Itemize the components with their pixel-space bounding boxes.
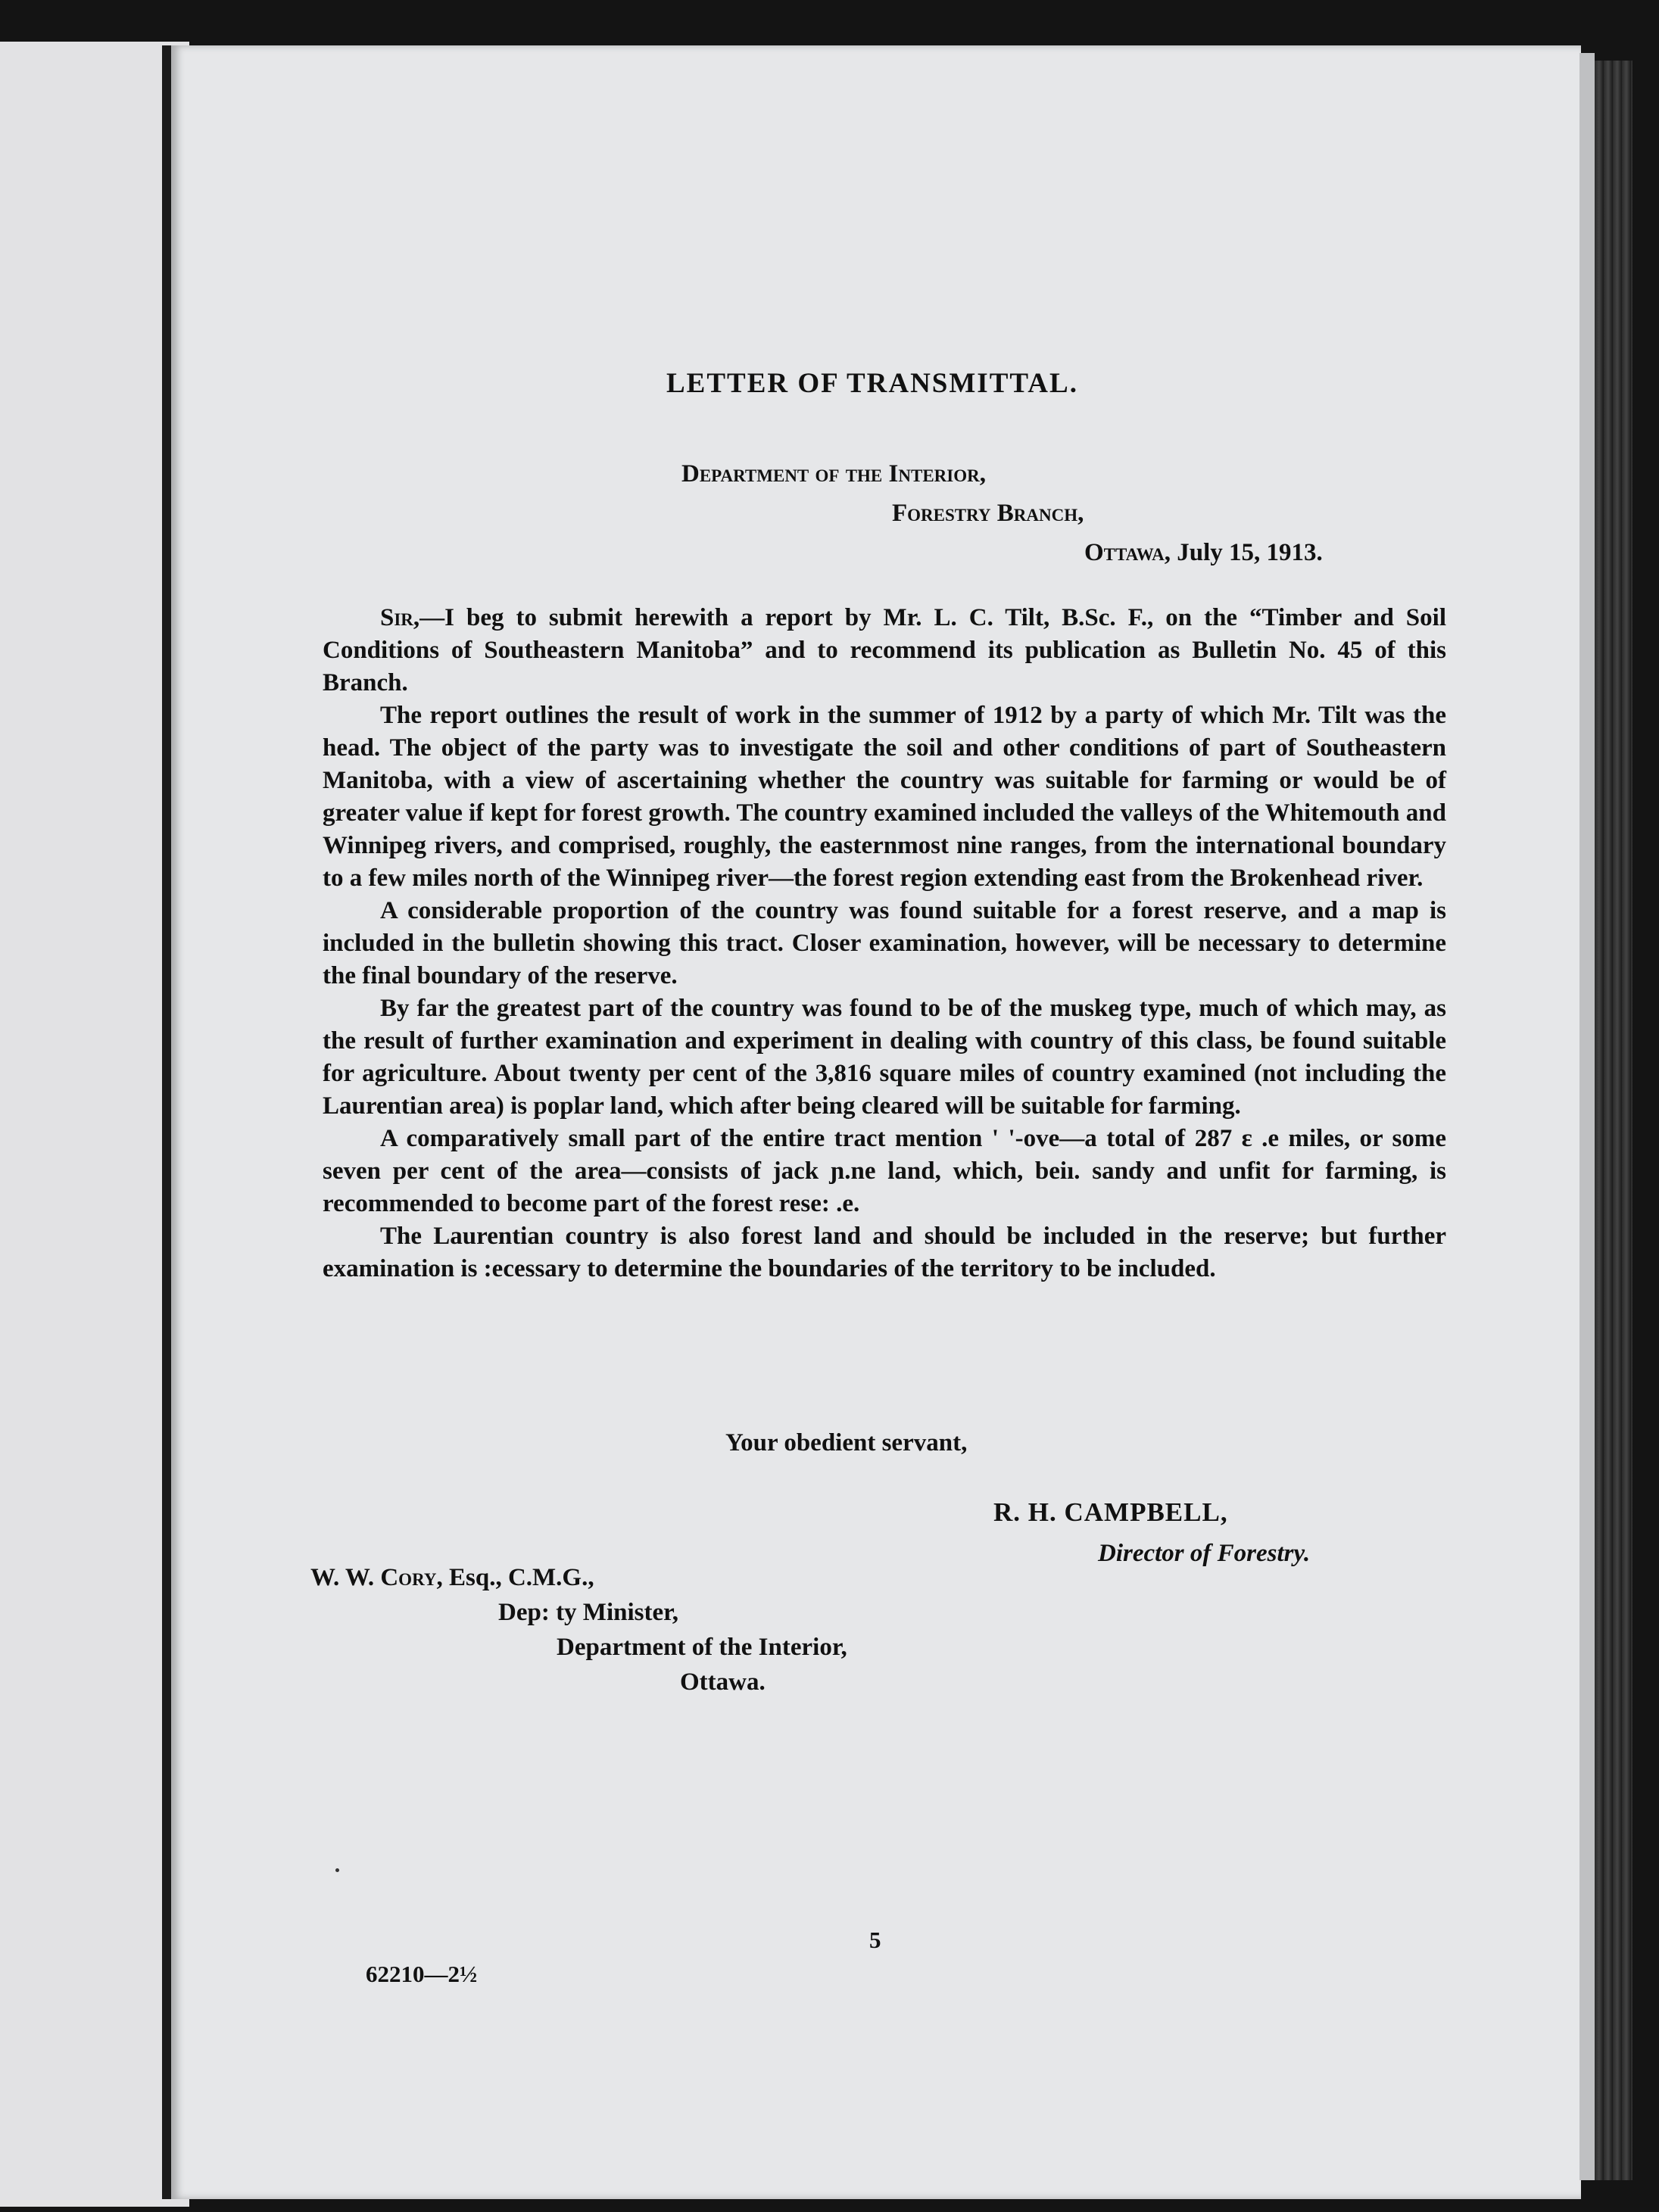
- page-edge-right: [1579, 53, 1595, 2180]
- body-paragraph-3: A considerable proportion of the country was found suitable for a forest reserve, and a map is included in the bulletin showing this tract. Closer examination, however, will be necessary to determine the final boundary of the reserve.: [323, 897, 1446, 989]
- address-date-line: [1084, 539, 1323, 567]
- address-place: Ottawa,: [1084, 539, 1171, 566]
- salutation: Sir,: [380, 604, 420, 631]
- book-edge-pages: [1595, 61, 1632, 2180]
- closing-line: Your obedient servant,: [725, 1429, 968, 1456]
- body-paragraph-1-text: —I beg to submit herewith a report by Mr. L. C. Tilt, B.Sc. F., on the “Timber and Soil Conditions of Southeastern Manitoba” and to recommend its publication as Bulletin No. 45 of this Branch.: [323, 604, 1446, 696]
- facing-page-edge: [0, 42, 189, 2207]
- body-paragraph-6: The Laurentian country is also forest land and should be included in the reserve; but further examination is :ecessary to determine the boundaries of the territory to be included.: [323, 1223, 1446, 1282]
- body-paragraph-5: A comparatively small part of the entire tract mention ' '-ove—a total of 287 ɛ .e miles, or some seven per cent of the area—consists of jack ɲ.ne land, which, beiı. sandy and unfit for farming, is recommended to become part of the forest rese: .e.: [323, 1125, 1446, 1217]
- signature-name: R. H. CAMPBELL,: [993, 1497, 1228, 1527]
- recipient-line-1: [310, 1564, 594, 1592]
- recipient-line-4: Ottawa.: [680, 1668, 766, 1696]
- letter-date: July 15, 1913.: [1177, 539, 1323, 566]
- signature-title: Director of Forestry.: [1098, 1540, 1311, 1567]
- recipient-name: W. W. Cory,: [310, 1564, 443, 1591]
- body-paragraph-2: The report outlines the result of work in the summer of 1912 by a party of which Mr. Tilt was the head. The object of the party was to investigate the soil and other conditions of part of Southeastern Manitoba, with a view of ascertaining whether the country was suitable for farming or would be of greater value if kept for forest growth. The country examined included the valleys of the Whitemouth and Winnipeg rivers, and comprised, roughly, the easternmost nine ranges, from the international boundary to a few miles north of the Winnipeg river—the forest region extending east from the Brokenhead river.: [323, 702, 1446, 892]
- body-paragraph-1: [323, 602, 1446, 699]
- scan-speck: [335, 1868, 339, 1872]
- letter-body: [323, 602, 1446, 1285]
- recipient-honorific: Esq., C.M.G.,: [448, 1564, 594, 1591]
- recipient-line-3: Department of the Interior,: [557, 1634, 847, 1661]
- recipient-line-2: Dep: ty Minister,: [498, 1599, 678, 1626]
- page-number: 5: [869, 1927, 881, 1953]
- address-branch: Forestry Branch,: [892, 500, 1084, 527]
- letter-title: LETTER OF TRANSMITTAL.: [666, 368, 1078, 399]
- print-signature-code: 62210—2½: [366, 1961, 478, 1987]
- address-department: Department of the Interior,: [681, 460, 986, 488]
- body-paragraph-4: By far the greatest part of the country was found to be of the muskeg type, much of which may, as the result of further examination and experiment in dealing with country of this class, be found suitable for agriculture. About twenty per cent of the 3,816 square miles of country examined (not including the Laurentian area) is poplar land, which after being cleared will be suitable for farming.: [323, 995, 1446, 1120]
